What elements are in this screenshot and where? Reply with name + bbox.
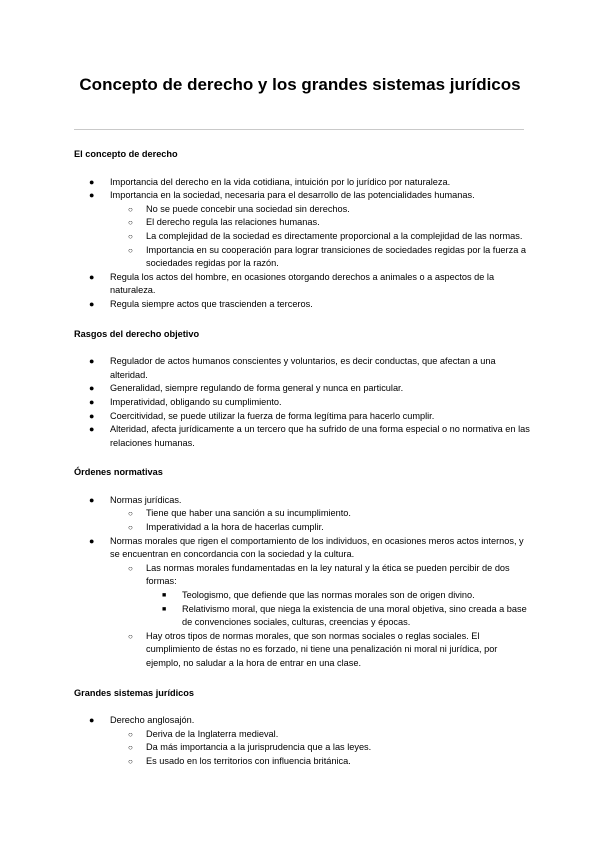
bullet-disc-icon: ●: [89, 356, 95, 367]
list-item-text: Normas jurídicas.: [110, 494, 182, 505]
list-item-text: Importancia en su cooperación para lograr transiciones de sociedades regidas por la fuerza a sociedades regidas por la razón.: [146, 244, 526, 269]
list-item-text: Tiene que haber una sanción a su incumplimiento.: [146, 508, 351, 519]
list-item-text: Relativismo moral, que niega la existencia de una moral objetiva, sino creada a base de convenciones sociales, culturas, creencias y épocas.: [182, 603, 527, 628]
list-item: [74, 271, 534, 298]
list-item: [74, 176, 534, 190]
bullet-list: [74, 355, 534, 450]
bullet-circle-icon: ○: [128, 231, 133, 241]
list-item: [74, 423, 534, 450]
list-item: [74, 410, 534, 424]
list-item: [74, 630, 534, 671]
bullet-disc-icon: ●: [89, 190, 95, 201]
bullet-disc-icon: ●: [89, 383, 95, 394]
list-item-text: Da más importancia a la jurisprudencia que a las leyes.: [146, 742, 372, 753]
list-item-text: Teologismo, que defiende que las normas morales son de origen divino.: [182, 590, 475, 601]
bullet-circle-icon: ○: [128, 523, 133, 533]
list-item: [74, 521, 534, 535]
list-item-text: Es usado en los territorios con influencia británica.: [146, 755, 351, 766]
bullet-list: [74, 176, 534, 312]
list-item: [74, 382, 534, 396]
list-item: [74, 230, 534, 244]
bullet-square-icon: ■: [162, 605, 167, 613]
list-item: [74, 494, 534, 508]
list-item: [74, 562, 534, 589]
list-item: [74, 189, 534, 203]
bullet-circle-icon: ○: [128, 729, 133, 739]
section-heading: Órdenes normativas: [74, 467, 163, 478]
list-item: [74, 714, 534, 728]
list-item: [74, 298, 534, 312]
list-item-text: Deriva de la Inglaterra medieval.: [146, 728, 279, 739]
list-item-text: El derecho regula las relaciones humanas.: [146, 217, 320, 228]
list-item-text: Regula siempre actos que trascienden a terceros.: [110, 298, 313, 309]
list-item: [74, 396, 534, 410]
list-item-text: La complejidad de la sociedad es directamente proporcional a la complejidad de las normas.: [146, 230, 523, 241]
list-item-text: Imperatividad, obligando su cumplimiento.: [110, 396, 282, 407]
bullet-list: [74, 494, 534, 671]
list-item: [74, 589, 534, 603]
list-item-text: No se puede concebir una sociedad sin derechos.: [146, 203, 350, 214]
list-item: [74, 603, 534, 630]
section-heading: Rasgos del derecho objetivo: [74, 328, 200, 339]
bullet-disc-icon: ●: [89, 410, 95, 421]
list-item: [74, 507, 534, 521]
bullet-circle-icon: ○: [128, 218, 133, 228]
bullet-circle-icon: ○: [128, 509, 133, 519]
bullet-square-icon: ■: [162, 592, 167, 600]
list-item-text: Regula los actos del hombre, en ocasiones otorgando derechos a animales o a aspectos de la naturaleza.: [110, 271, 495, 296]
bullet-disc-icon: ●: [89, 298, 95, 309]
list-item: [74, 355, 534, 382]
bullet-circle-icon: ○: [128, 204, 133, 214]
list-item-text: Derecho anglosajón.: [110, 715, 195, 726]
document-body: [74, 148, 534, 785]
list-item-text: Importancia del derecho en la vida cotidiana, intuición por lo jurídico por naturaleza.: [110, 176, 451, 187]
list-item: [74, 203, 534, 217]
section-ordenes-normativas: [74, 466, 534, 670]
bullet-disc-icon: ●: [89, 396, 95, 407]
bullet-circle-icon: ○: [128, 743, 133, 753]
list-item-text: Normas morales que rigen el comportamiento de los individuos, en ocasiones meros actos internos, y se encuentran en concordancia con la sociedad y la cultura.: [110, 535, 524, 560]
bullet-disc-icon: ●: [89, 535, 95, 546]
title-divider: [74, 129, 524, 130]
bullet-disc-icon: ●: [89, 176, 95, 187]
list-item: [74, 244, 534, 271]
list-item: [74, 755, 534, 769]
bullet-disc-icon: ●: [89, 494, 95, 505]
bullet-disc-icon: ●: [89, 271, 95, 282]
section-heading: El concepto de derecho: [74, 149, 178, 159]
list-item: [74, 728, 534, 742]
bullet-circle-icon: ○: [128, 756, 133, 766]
list-item-text: Regulador de actos humanos conscientes y voluntarios, es decir conductas, que afectan a una alteridad.: [110, 356, 496, 380]
list-item-text: Las normas morales fundamentadas en la ley natural y la ética se pueden percibir de dos formas:: [146, 562, 510, 587]
list-item-text: Hay otros tipos de normas morales, que son normas sociales o reglas sociales. El cumplimiento de éstas no es forzado, ni tiene una penalización ni moral ni jurídica, por ejemplo, no saludar a la hora de entrar en una clase.: [146, 630, 498, 668]
section-grandes-sistemas-juridicos: [74, 687, 534, 769]
section-rasgos-derecho-objetivo: [74, 328, 534, 451]
list-item: [74, 741, 534, 755]
list-item: [74, 216, 534, 230]
list-item-text: Coercitividad, se puede utilizar la fuerza de forma legítima para hacerlo cumplir.: [110, 410, 435, 421]
bullet-circle-icon: ○: [128, 563, 133, 573]
list-item-text: Generalidad, siempre regulando de forma general y nunca en particular.: [110, 383, 404, 394]
bullet-disc-icon: ●: [89, 424, 95, 435]
bullet-circle-icon: ○: [128, 245, 133, 255]
bullet-list: [74, 714, 534, 768]
list-item-text: Alteridad, afecta jurídicamente a un tercero que ha sufrido de una forma especial o no normativa en las relaciones humanas.: [110, 424, 530, 448]
bullet-circle-icon: ○: [128, 631, 133, 641]
list-item-text: Importancia en la sociedad, necesaria para el desarrollo de las potencialidades humanas.: [110, 190, 475, 201]
bullet-disc-icon: ●: [89, 715, 95, 726]
document-title: Concepto de derecho y los grandes sistemas jurídicos: [79, 75, 521, 94]
list-item: [74, 535, 534, 562]
list-item-text: Imperatividad a la hora de hacerlas cumplir.: [146, 522, 324, 533]
section-concepto-derecho: [74, 148, 534, 312]
section-heading: Grandes sistemas jurídicos: [74, 687, 194, 698]
